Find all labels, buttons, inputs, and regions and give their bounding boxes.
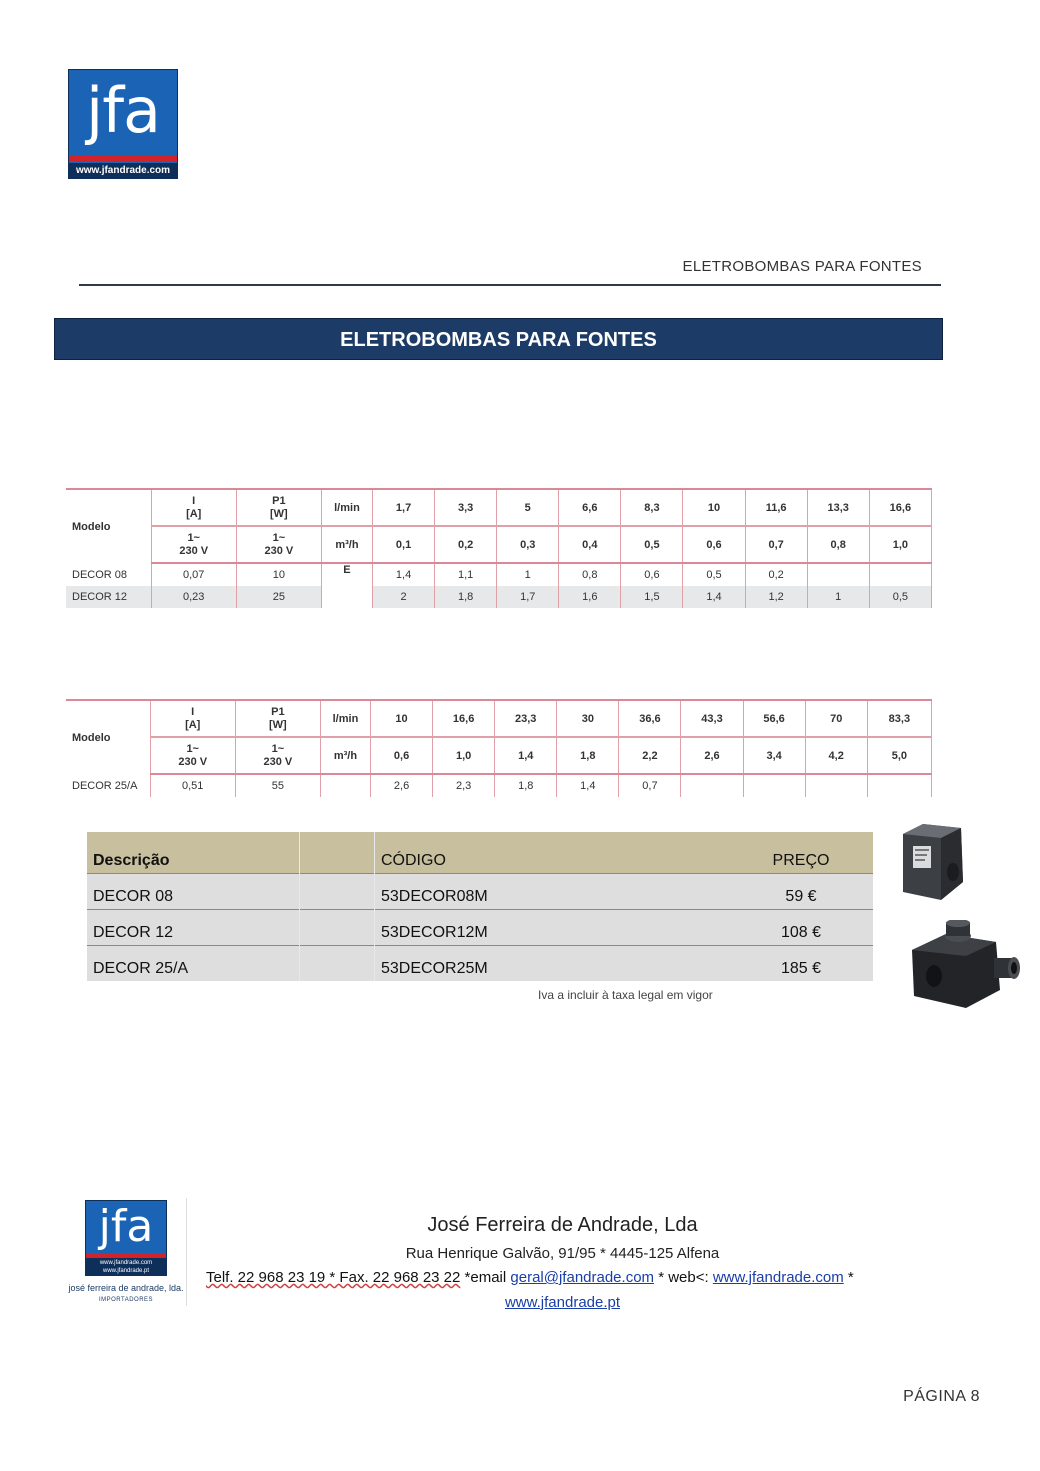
modelo-header: Modelo [66, 489, 151, 563]
lmin-label: l/min [321, 489, 372, 526]
footer-web2-line [300, 1294, 825, 1311]
product-price: 108 € [729, 910, 873, 946]
lmin-value: 1,7 [373, 489, 435, 526]
pump-decor-08-image [895, 820, 971, 906]
codigo-header: CÓDIGO [375, 832, 548, 874]
spec-header-row-2 [66, 526, 932, 563]
power-voltage: 1~ 230 V [236, 526, 321, 563]
footer-company-name: José Ferreira de Andrade, Lda [427, 1214, 698, 1236]
flow-value: 0,7 [619, 774, 681, 797]
flow-value: 1 [807, 586, 869, 608]
spacer-cell [547, 874, 729, 910]
flow-value [867, 774, 931, 797]
modelo-header: Modelo [66, 700, 150, 774]
footer-web-separator: * [847, 1269, 854, 1286]
m3h-value: 5,0 [867, 737, 931, 774]
flow-value: 1,1 [435, 563, 497, 586]
price-row [87, 910, 873, 946]
product-description: DECOR 08 [87, 874, 300, 910]
flow-value: 1,8 [495, 774, 557, 797]
current-value: 0,07 [151, 563, 236, 586]
spacer-cell [547, 832, 729, 874]
m3h-value: 1,0 [433, 737, 495, 774]
spec-row-decor-25a [66, 774, 932, 797]
flow-value: 1,6 [559, 586, 621, 608]
footer-web-link-com[interactable]: www.jfandrade.com [712, 1269, 844, 1286]
flow-value [807, 563, 869, 586]
flow-value: 1,7 [497, 586, 559, 608]
spec-header-row [66, 489, 932, 526]
m3h-value: 0,8 [807, 526, 869, 563]
lmin-value: 10 [371, 700, 433, 737]
price-row [87, 946, 873, 982]
empty-cell [320, 774, 370, 797]
lmin-value: 13,3 [807, 489, 869, 526]
lmin-value: 5 [497, 489, 559, 526]
preco-header: PREÇO [729, 832, 873, 874]
m3h-value: 0,1 [373, 526, 435, 563]
spacer-cell [547, 946, 729, 982]
lmin-value: 16,6 [433, 700, 495, 737]
spec-row-decor-12 [66, 586, 932, 608]
flow-value [743, 774, 805, 797]
current-voltage: 1~ 230 V [150, 737, 235, 774]
lmin-value: 83,3 [867, 700, 931, 737]
m3h-label: m³/h [321, 526, 372, 563]
price-header-row [87, 832, 873, 874]
section-banner: ELETROBOMBAS PARA FONTES [54, 318, 943, 360]
flow-value [681, 774, 743, 797]
spec-table-1 [66, 488, 932, 608]
lmin-value: 10 [683, 489, 745, 526]
footer-logo-importers: IMPORTADORES [98, 1297, 154, 1303]
spacer-cell [300, 832, 375, 874]
spacer-cell [547, 910, 729, 946]
flow-value: 1,8 [435, 586, 497, 608]
flow-value: 0,5 [869, 586, 931, 608]
m3h-value: 2,6 [681, 737, 743, 774]
lmin-label: l/min [320, 700, 370, 737]
spacer-cell [300, 874, 375, 910]
iva-note: Iva a incluir à taxa legal em vigor [538, 988, 713, 1002]
current-value: 0,23 [151, 586, 236, 608]
footer-logo [85, 1200, 167, 1276]
spec-table-2 [66, 699, 932, 797]
current-value: 0,51 [150, 774, 235, 797]
flow-value: 2,6 [371, 774, 433, 797]
pump-decor-25a-image [906, 920, 1024, 1012]
price-table [87, 832, 873, 981]
m3h-value: 0,7 [745, 526, 807, 563]
lmin-value: 43,3 [681, 700, 743, 737]
power-value: 10 [236, 563, 321, 586]
footer-logo-urls: www.jfandrade.com www.jfandrade.pt [86, 1258, 166, 1276]
company-logo [68, 69, 178, 179]
product-description: DECOR 25/A [87, 946, 300, 982]
power-header: P1 [W] [236, 489, 321, 526]
m3h-value: 0,5 [621, 526, 683, 563]
power-value: 25 [236, 586, 321, 608]
page-number: PÁGINA 8 [903, 1388, 980, 1405]
flow-value: 0,5 [683, 563, 745, 586]
footer-email-link[interactable]: geral@jfandrade.com [510, 1269, 655, 1286]
m3h-value: 0,4 [559, 526, 621, 563]
lmin-value: 56,6 [743, 700, 805, 737]
footer-web-link-pt[interactable]: www.jfandrade.pt [504, 1294, 621, 1311]
spacer-cell [300, 946, 375, 982]
m3h-value: 1,4 [495, 737, 557, 774]
current-header: I [A] [151, 489, 236, 526]
m3h-value: 0,2 [435, 526, 497, 563]
flow-value: 2 [373, 586, 435, 608]
footer-logo-stripe [86, 1253, 166, 1257]
footer-logo-company: josé ferreira de andrade, lda. [68, 1283, 184, 1293]
product-code: 53DECOR08M [375, 874, 548, 910]
spec-header-row-2 [66, 737, 932, 774]
footer-contact-line [206, 1269, 854, 1286]
flow-value: 1 [497, 563, 559, 586]
m3h-value: 0,3 [497, 526, 559, 563]
descricao-header: Descrição [87, 832, 300, 874]
lmin-value: 8,3 [621, 489, 683, 526]
footer-logo-letters: jfa [98, 1201, 154, 1252]
logo-url: www.jfandrade.com [69, 163, 177, 179]
flow-value: 0,8 [559, 563, 621, 586]
m3h-label: m³/h [320, 737, 370, 774]
e-mark: E [321, 563, 372, 608]
flow-value: 1,5 [621, 586, 683, 608]
footer-email-label: *email [464, 1269, 507, 1286]
lmin-value: 16,6 [869, 489, 931, 526]
model-name: DECOR 08 [66, 563, 151, 586]
product-description: DECOR 12 [87, 910, 300, 946]
lmin-value: 36,6 [619, 700, 681, 737]
price-row [87, 874, 873, 910]
power-value: 55 [235, 774, 320, 797]
flow-value [805, 774, 867, 797]
m3h-value: 4,2 [805, 737, 867, 774]
running-header: ELETROBOMBAS PARA FONTES [682, 258, 922, 275]
spec-row-decor-08 [66, 563, 932, 586]
flow-value: 0,2 [745, 563, 807, 586]
current-header: I [A] [150, 700, 235, 737]
spacer-cell [300, 910, 375, 946]
m3h-value: 0,6 [683, 526, 745, 563]
lmin-value: 3,3 [435, 489, 497, 526]
model-name: DECOR 12 [66, 586, 151, 608]
m3h-value: 0,6 [371, 737, 433, 774]
product-price: 185 € [729, 946, 873, 982]
model-name: DECOR 25/A [66, 774, 150, 797]
product-code: 53DECOR25M [375, 946, 548, 982]
logo-stripe [69, 155, 177, 162]
m3h-value: 2,2 [619, 737, 681, 774]
power-voltage: 1~ 230 V [235, 737, 320, 774]
lmin-value: 23,3 [495, 700, 557, 737]
lmin-value: 70 [805, 700, 867, 737]
product-price: 59 € [729, 874, 873, 910]
footer-divider [186, 1198, 187, 1306]
footer-phone-fax: Telf. 22 968 23 19 * Fax. 22 968 23 22 [206, 1269, 461, 1286]
flow-value: 1,4 [373, 563, 435, 586]
flow-value [869, 563, 931, 586]
footer-address: Rua Henrique Galvão, 91/95 * 4445-125 Alfena [405, 1245, 720, 1262]
current-voltage: 1~ 230 V [151, 526, 236, 563]
header-rule [79, 284, 941, 286]
flow-value: 1,2 [745, 586, 807, 608]
lmin-value: 30 [557, 700, 619, 737]
product-code: 53DECOR12M [375, 910, 548, 946]
lmin-value: 6,6 [559, 489, 621, 526]
flow-value: 0,6 [621, 563, 683, 586]
flow-value: 1,4 [557, 774, 619, 797]
footer-web-label: * web<: [658, 1269, 709, 1286]
flow-value: 1,4 [683, 586, 745, 608]
lmin-value: 11,6 [745, 489, 807, 526]
m3h-value: 3,4 [743, 737, 805, 774]
m3h-value: 1,8 [557, 737, 619, 774]
flow-value: 2,3 [433, 774, 495, 797]
power-header: P1 [W] [235, 700, 320, 737]
spec-header-row [66, 700, 932, 737]
m3h-value: 1,0 [869, 526, 931, 563]
logo-letters: jfa [85, 74, 161, 147]
